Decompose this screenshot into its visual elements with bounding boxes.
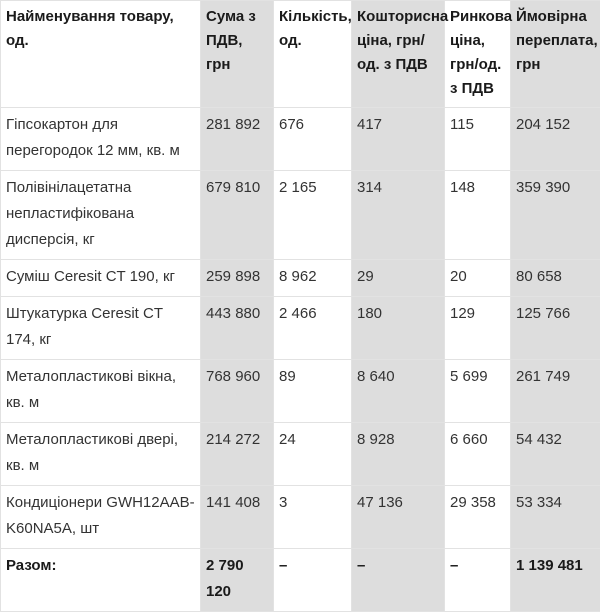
cell-overpayment: 204 152 <box>511 108 600 171</box>
cell-estimate-price: 314 <box>352 171 445 260</box>
cell-sum-with-vat: 281 892 <box>201 108 274 171</box>
cell-product-name: Суміш Ceresit CT 190, кг <box>1 260 201 297</box>
cell-market-price: 148 <box>445 171 511 260</box>
table-row <box>1 260 600 297</box>
total-row <box>1 549 600 612</box>
cell-quantity: 3 <box>274 486 352 549</box>
cell-quantity: 24 <box>274 423 352 486</box>
cell-sum-with-vat: 679 810 <box>201 171 274 260</box>
header-overpayment: Ймовірна переплата, грн <box>511 1 600 108</box>
cell-product-name: Штукатурка Ceresit CT 174, кг <box>1 297 201 360</box>
table-row <box>1 486 600 549</box>
header-quantity: Кількість, од. <box>274 1 352 108</box>
cell-overpayment: 53 334 <box>511 486 600 549</box>
cell-market-price: 129 <box>445 297 511 360</box>
cell-quantity: 89 <box>274 360 352 423</box>
total-sum: 2 790 120 <box>201 549 274 612</box>
cell-overpayment: 54 432 <box>511 423 600 486</box>
table-row <box>1 297 600 360</box>
total-label: Разом: <box>1 549 201 612</box>
table-row <box>1 171 600 260</box>
cell-quantity: 676 <box>274 108 352 171</box>
table-row <box>1 423 600 486</box>
total-overpayment: 1 139 481 <box>511 549 600 612</box>
header-row <box>1 1 600 108</box>
cell-estimate-price: 417 <box>352 108 445 171</box>
cell-product-name: Металопластикові двері, кв. м <box>1 423 201 486</box>
total-quantity: – <box>274 549 352 612</box>
cell-sum-with-vat: 443 880 <box>201 297 274 360</box>
cell-estimate-price: 29 <box>352 260 445 297</box>
header-market-price: Ринкова ціна, грн/од. з ПДВ <box>445 1 511 108</box>
total-market-price: – <box>445 549 511 612</box>
cell-quantity: 2 466 <box>274 297 352 360</box>
cell-market-price: 29 358 <box>445 486 511 549</box>
cell-quantity: 8 962 <box>274 260 352 297</box>
cell-estimate-price: 8 640 <box>352 360 445 423</box>
cell-sum-with-vat: 214 272 <box>201 423 274 486</box>
cell-product-name: Металопластикові вікна, кв. м <box>1 360 201 423</box>
cell-market-price: 115 <box>445 108 511 171</box>
cell-overpayment: 261 749 <box>511 360 600 423</box>
cell-estimate-price: 8 928 <box>352 423 445 486</box>
header-estimate-price: Кошторисна ціна, грн/ од. з ПДВ <box>352 1 445 108</box>
cell-sum-with-vat: 259 898 <box>201 260 274 297</box>
cell-overpayment: 359 390 <box>511 171 600 260</box>
cell-market-price: 6 660 <box>445 423 511 486</box>
cell-product-name: Гіпсокартон для перегородок 12 мм, кв. м <box>1 108 201 171</box>
total-estimate-price: – <box>352 549 445 612</box>
table-row <box>1 108 600 171</box>
cell-sum-with-vat: 768 960 <box>201 360 274 423</box>
header-sum-with-vat: Сума з ПДВ, грн <box>201 1 274 108</box>
cell-product-name: Кондиціонери GWH12AAB-K60NA5A, шт <box>1 486 201 549</box>
cell-product-name: Полівінілацетатна непластифікована дисперсія, кг <box>1 171 201 260</box>
cell-overpayment: 80 658 <box>511 260 600 297</box>
cell-quantity: 2 165 <box>274 171 352 260</box>
cell-market-price: 20 <box>445 260 511 297</box>
cell-market-price: 5 699 <box>445 360 511 423</box>
cell-estimate-price: 47 136 <box>352 486 445 549</box>
cell-overpayment: 125 766 <box>511 297 600 360</box>
cell-sum-with-vat: 141 408 <box>201 486 274 549</box>
header-product-name: Найменування товару, од. <box>1 1 201 108</box>
cell-estimate-price: 180 <box>352 297 445 360</box>
table-row <box>1 360 600 423</box>
